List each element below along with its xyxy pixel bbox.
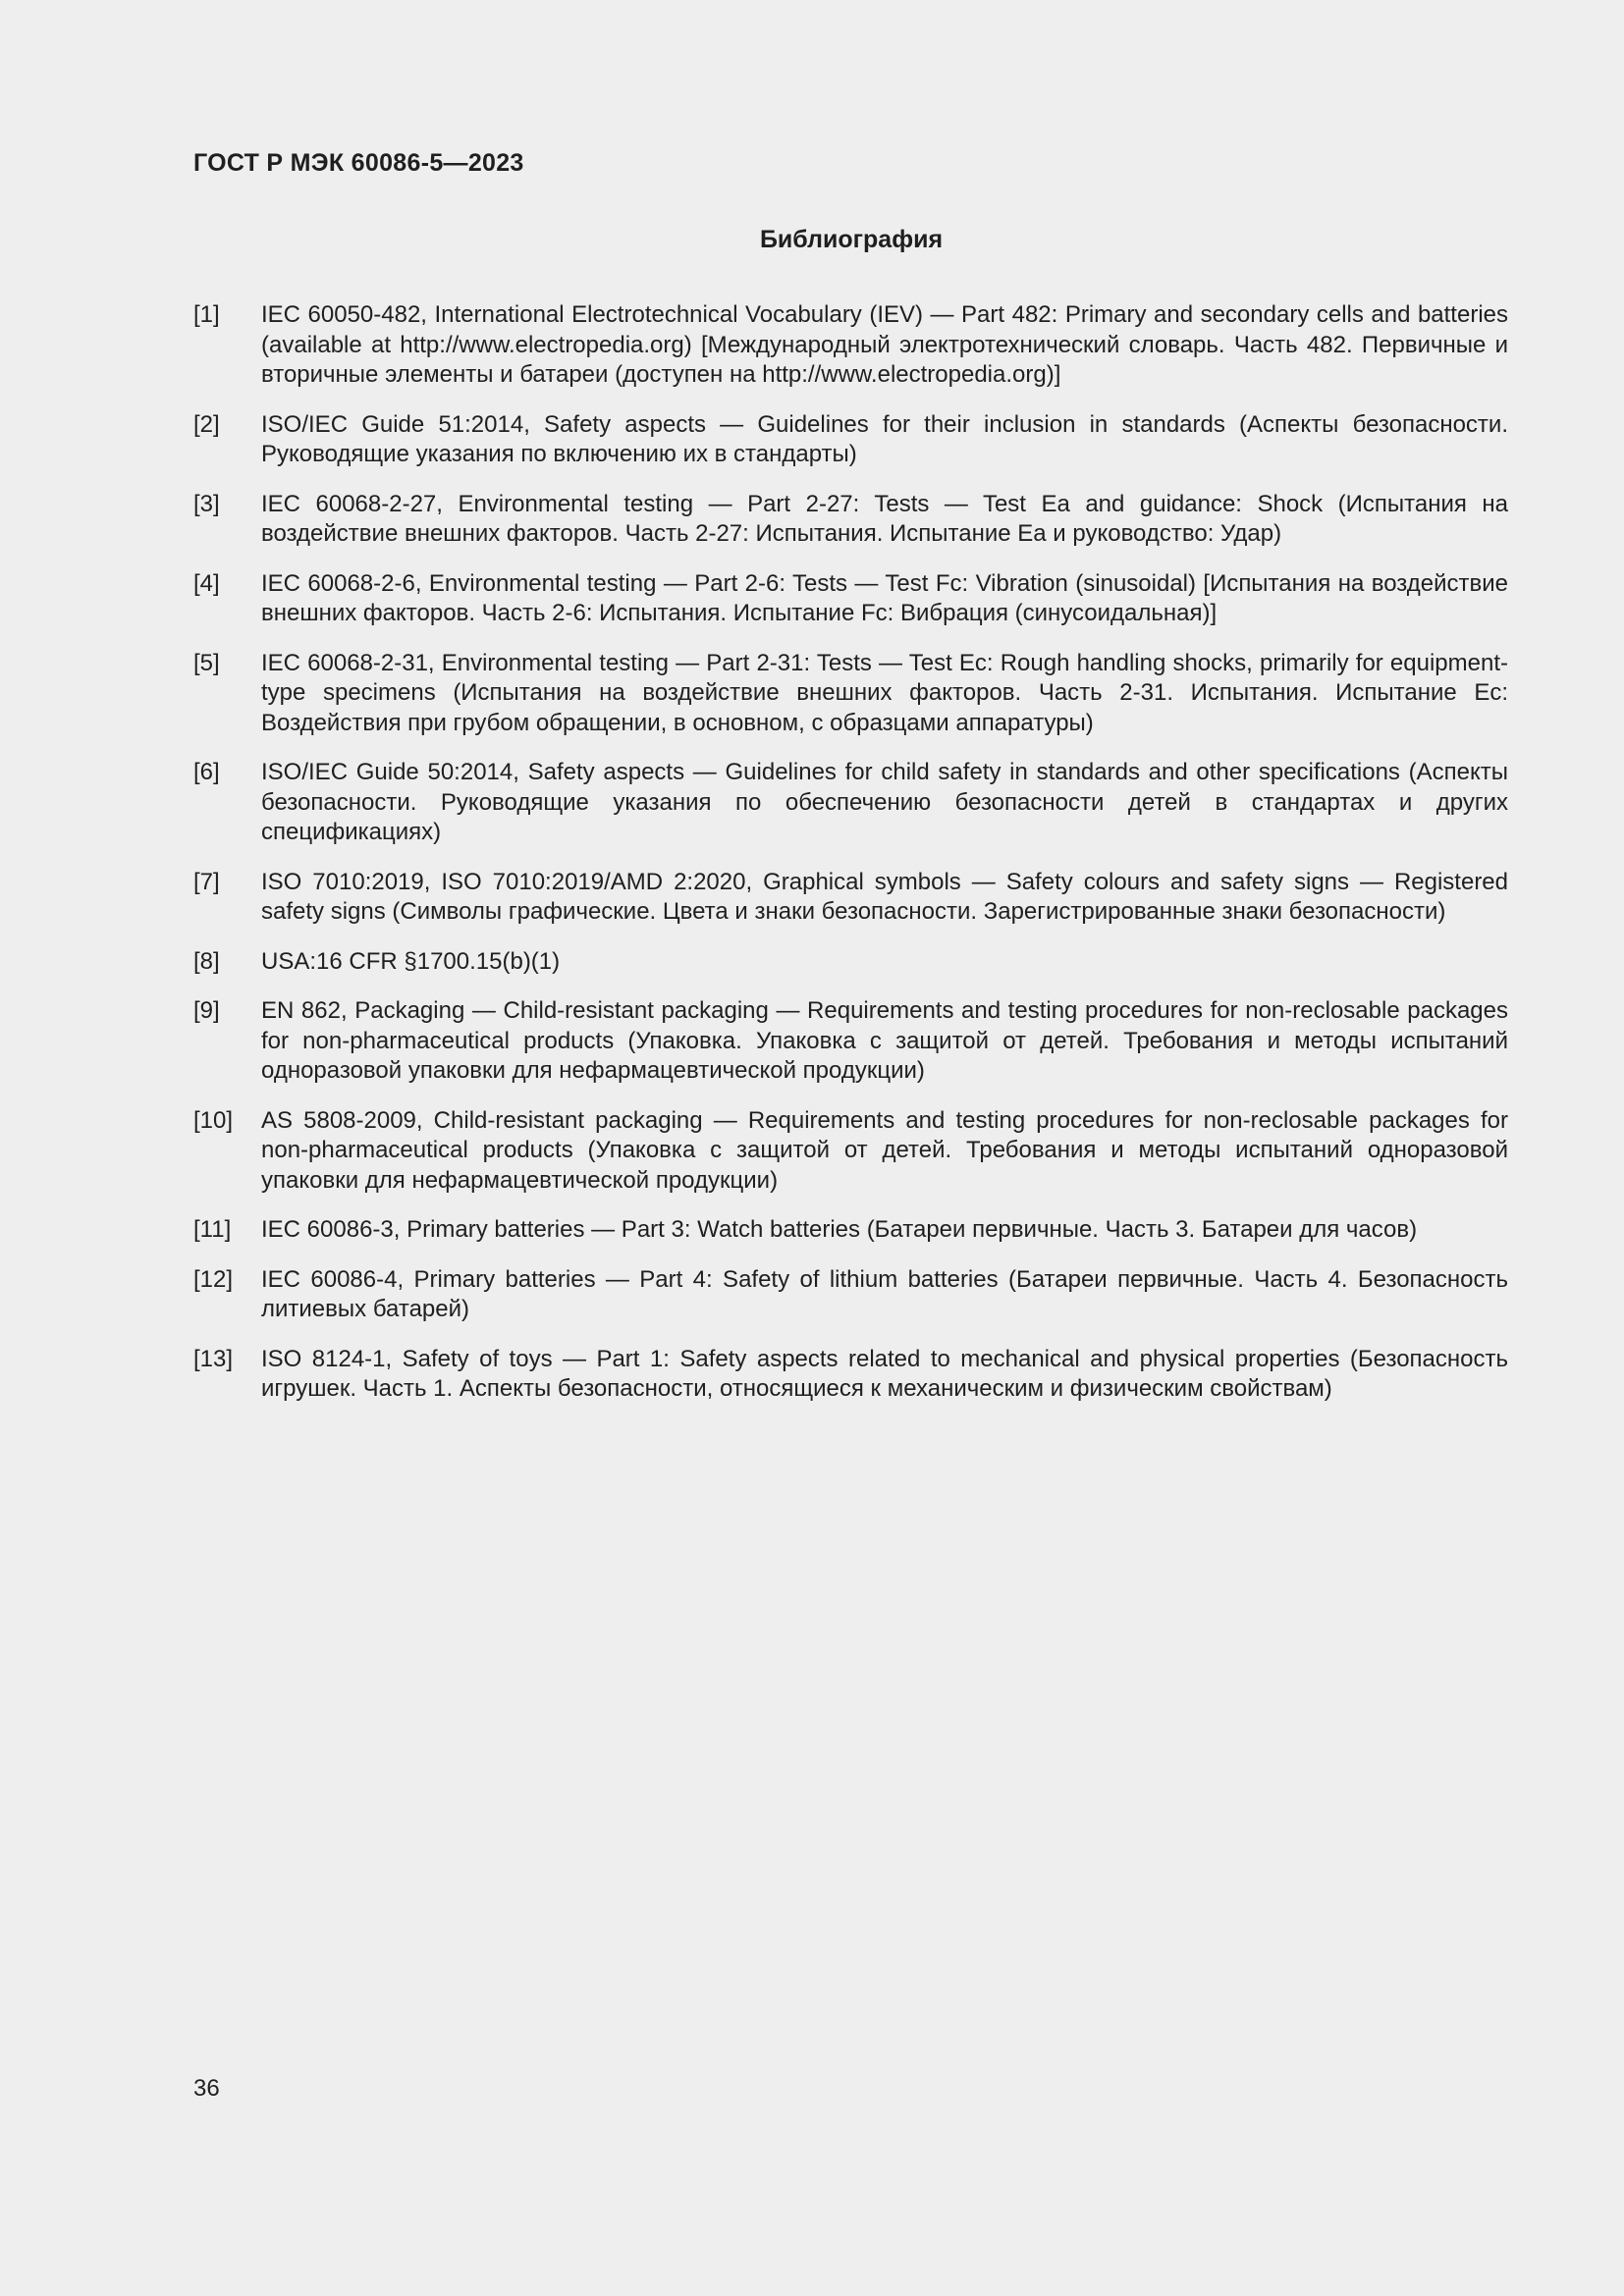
bibliography-entry-5	[193, 649, 1508, 739]
bibliography-entry-2	[193, 410, 1508, 470]
document-header: ГОСТ Р МЭК 60086-5—2023	[193, 149, 524, 177]
bibliography-entry-11	[193, 1215, 1508, 1246]
entry-text: IEC 60068-2-31, Environmental testing — Part 2-31: Tests — Test Ec: Rough handling shocks, primarily for equipment-type specimens (Испытания на воздействие внешних факторов. Часть 2-31. Испытания. Испытание Ec: Воздействия при грубом обращении, в основном, с образцами аппаратуры)	[261, 649, 1508, 736]
entry-text: IEC 60086-3, Primary batteries — Part 3: Watch batteries (Батареи первичные. Часть 3. Батареи для часов)	[261, 1216, 1418, 1243]
entry-number: [6]	[193, 759, 220, 785]
bibliography-entry-6	[193, 758, 1508, 848]
bibliography-entry-9	[193, 996, 1508, 1087]
bibliography-entry-1	[193, 300, 1508, 391]
entry-number: [1]	[193, 301, 220, 328]
bibliography-entry-4	[193, 569, 1508, 629]
entry-number: [4]	[193, 569, 220, 597]
entry-text: AS 5808-2009, Child-resistant packaging — Requirements and testing procedures for non-reclosable packages for non-pharmaceutical products (Упаковка с защитой от детей. Требования и методы испытаний одноразовой упаковки для нефармацевтической продукции)	[261, 1106, 1508, 1194]
entry-number: [10]	[193, 1106, 234, 1134]
bibliography-list	[193, 300, 1508, 1424]
page-number: 36	[193, 2075, 220, 2102]
entry-text: IEC 60086-4, Primary batteries — Part 4: Safety of lithium batteries (Батареи первичные. Часть 4. Безопасность литиевых батарей)	[261, 1265, 1508, 1322]
entry-number: [11]	[193, 1216, 232, 1243]
entry-text: EN 862, Packaging — Child-resistant packaging — Requirements and testing procedures for non-reclosable packages for non-pharmaceutical products (Упаковка. Упаковка с защитой от детей. Требования и методы испытаний одноразовой упаковки для нефармацевтической продукции)	[261, 997, 1508, 1084]
entry-text: ISO 8124-1, Safety of toys — Part 1: Safety aspects related to mechanical and physical properties (Безопасность игрушек. Часть 1. Аспекты безопасности, относящиеся к механическим и физическим свойствам)	[261, 1345, 1508, 1402]
entry-number: [9]	[193, 997, 220, 1024]
entry-text: ISO 7010:2019, ISO 7010:2019/AMD 2:2020, Graphical symbols — Safety colours and safety signs — Registered safety signs (Символы графические. Цвета и знаки безопасности. Зарегистрированные знаки безопасности)	[261, 868, 1508, 925]
entry-text: ISO/IEC Guide 50:2014, Safety aspects — Guidelines for child safety in standards and other specifications (Аспекты безопасности. Руководящие указания по обеспечению безопасности детей в стандартах и других спецификациях)	[261, 759, 1508, 845]
bibliography-entry-7	[193, 868, 1508, 928]
entry-number: [12]	[193, 1265, 234, 1293]
entry-number: [5]	[193, 649, 220, 676]
entry-number: [7]	[193, 868, 220, 895]
entry-text: ISO/IEC Guide 51:2014, Safety aspects — Guidelines for their inclusion in standards (Аспекты безопасности. Руководящие указания по включению их в стандарты)	[261, 410, 1508, 467]
entry-text: IEC 60050-482, International Electrotechnical Vocabulary (IEV) — Part 482: Primary and secondary cells and batteries (available at http://www.electropedia.org) [Международный электротехнический словарь. Часть 482. Первичные и вторичные элементы и батареи (доступен на http://www.electropedia.org)]	[261, 301, 1508, 388]
bibliography-entry-8	[193, 947, 1508, 978]
bibliography-entry-3	[193, 490, 1508, 550]
entry-text: IEC 60068-2-27, Environmental testing — Part 2-27: Tests — Test Ea and guidance: Shock (Испытания на воздействие внешних факторов. Часть 2-27: Испытания. Испытание Ea и руководство: Удар)	[261, 490, 1508, 547]
bibliography-entry-10	[193, 1106, 1508, 1197]
entry-text: IEC 60068-2-6, Environmental testing — Part 2-6: Tests — Test Fc: Vibration (sinusoidal) [Испытания на воздействие внешних факторов. Часть 2-6: Испытания. Испытание Fc: Вибрация (синусоидальная)]	[261, 569, 1508, 626]
bibliography-title: Библиография	[759, 226, 944, 253]
entry-number: [2]	[193, 410, 220, 438]
entry-number: [13]	[193, 1345, 234, 1372]
bibliography-entry-13	[193, 1345, 1508, 1405]
entry-text: USA:16 CFR §1700.15(b)(1)	[261, 947, 561, 975]
bibliography-entry-12	[193, 1265, 1508, 1325]
entry-number: [3]	[193, 490, 220, 517]
entry-number: [8]	[193, 947, 220, 975]
